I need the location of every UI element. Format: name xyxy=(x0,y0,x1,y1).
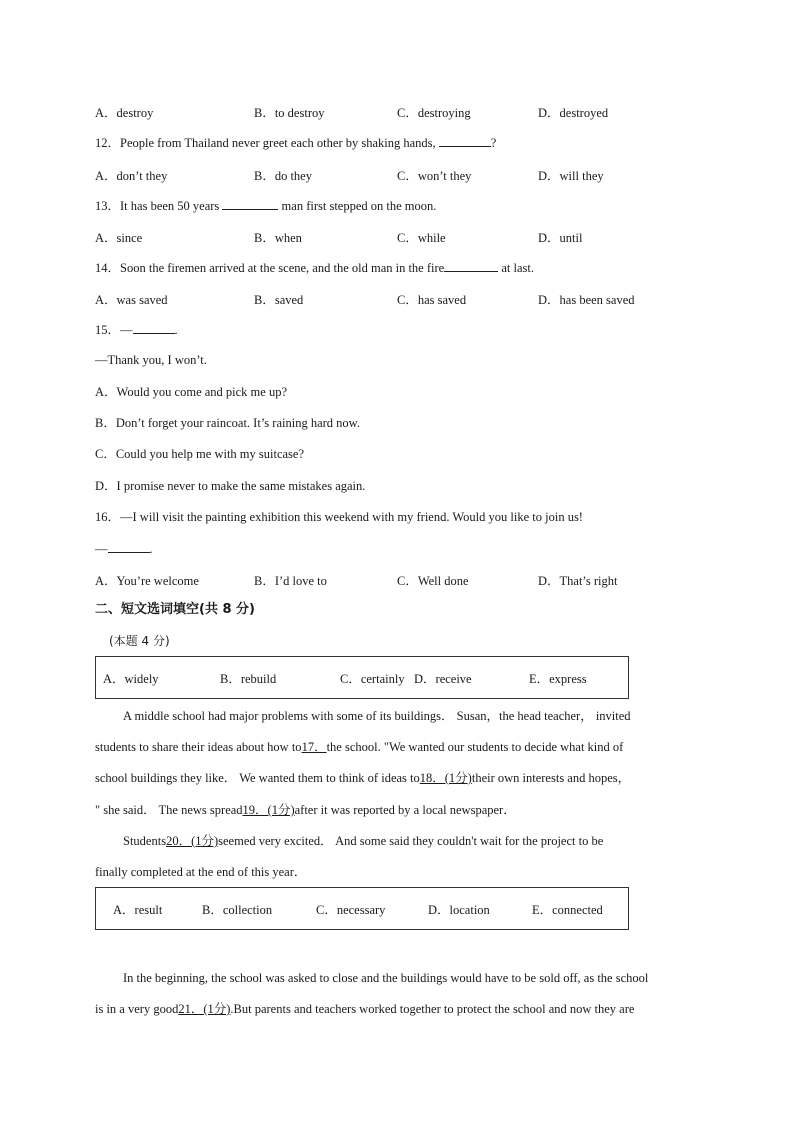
word-box-2-option-d: D．location xyxy=(428,902,490,917)
q14-option-a: A．was saved xyxy=(95,293,168,307)
passage2-text: is in a very good xyxy=(95,1002,179,1016)
blank-17[interactable]: 17． xyxy=(301,740,327,754)
q12-blank xyxy=(439,134,491,147)
passage1-text: Students xyxy=(123,834,167,848)
q15-blank xyxy=(133,321,175,334)
q12-option-a: A．don’t they xyxy=(95,169,168,183)
passage1-text: school buildings they like． We wanted them to think of ideas to xyxy=(95,771,420,785)
q14-option-c: C．has saved xyxy=(397,293,467,307)
word-box-1 xyxy=(95,656,629,699)
q13-option-c: C．while xyxy=(397,231,446,245)
q16-text: —I will visit the painting exhibition this weekend with my friend. Would you like to join us! xyxy=(120,510,583,524)
passage2-text: .But parents and teachers worked together to protect the school and now they are xyxy=(230,1002,635,1016)
q12-option-d: D．will they xyxy=(538,169,604,183)
q15-option-d: D．I promise never to make the same mistakes again. xyxy=(95,479,366,493)
word-box-2-option-e: E．connected xyxy=(532,902,603,917)
q13-option-d: D．until xyxy=(538,231,583,245)
q12-stem xyxy=(95,134,496,151)
passage2-line1: In the beginning, the school was asked to close and the buildings would have to be sold off, as the school xyxy=(123,971,649,985)
q12-end: ? xyxy=(490,136,497,150)
q13-option-a: A．since xyxy=(95,231,143,245)
q12-text: People from Thailand never greet each other by shaking hands, xyxy=(120,136,436,150)
passage1-text: the school. "We wanted our students to decide what kind of xyxy=(326,740,624,754)
passage1-text: seemed very excited． And some said they couldn't wait for the project to be xyxy=(218,834,604,848)
q14-option-b: B．saved xyxy=(254,293,304,307)
passage1-line3 xyxy=(95,770,630,786)
q15-reply: —Thank you, I won’t. xyxy=(95,353,207,367)
blank-18[interactable]: 18．(1分) xyxy=(419,771,472,785)
passage1-text: after it was reported by a local newspaper． xyxy=(294,803,516,817)
word-box-2-option-a: A．result xyxy=(113,902,163,917)
q15-end: . xyxy=(174,323,178,337)
q11-option-c: C．destroying xyxy=(397,106,471,120)
word-box-1-option-c: C．certainly xyxy=(340,671,405,686)
q15-stem xyxy=(95,321,178,338)
q14-number: 14． xyxy=(95,261,121,275)
q16-option-c: C．Well done xyxy=(397,574,469,588)
q16-option-b: B．I’d love to xyxy=(254,574,327,588)
q14-option-d: D．has been saved xyxy=(538,293,635,307)
passage1-line5 xyxy=(123,833,603,849)
word-box-2-option-c: C．necessary xyxy=(316,902,386,917)
q13-option-b: B．when xyxy=(254,231,302,245)
q12-option-c: C．won’t they xyxy=(397,169,472,183)
q16-dash: — xyxy=(95,542,108,556)
passage1-line2 xyxy=(95,739,623,755)
passage1-text: " she said． The news spread xyxy=(95,803,243,817)
q14-text: Soon the firemen arrived at the scene, and the old man in the fire xyxy=(120,261,445,275)
blank-20[interactable]: 20．(1分) xyxy=(166,834,219,848)
q16-reply xyxy=(95,540,153,557)
q16-option-a: A．You’re welcome xyxy=(95,574,199,588)
q16-blank xyxy=(108,540,150,553)
q11-option-a: A．destroy xyxy=(95,106,154,120)
q16-option-d: D．That’s right xyxy=(538,574,618,588)
q16-number: 16． xyxy=(95,510,121,524)
q16-end: . xyxy=(149,542,153,556)
word-box-1-option-a: A．widely xyxy=(103,671,159,686)
passage1-text: their own interests and hopes， xyxy=(471,771,631,785)
q15-number: 15． xyxy=(95,323,121,337)
passage1-text: students to share their ideas about how to xyxy=(95,740,302,754)
word-box-1-option-e: E．express xyxy=(529,671,587,686)
q11-option-b: B．to destroy xyxy=(254,106,325,120)
word-box-1-option-d: D．receive xyxy=(414,671,472,686)
passage1-line1: A middle school had major problems with some of its buildings． Susan，the head teacher， invited xyxy=(123,709,631,723)
passage1-line4 xyxy=(95,802,516,818)
q15-option-b: B．Don’t forget your raincoat. It’s raining hard now. xyxy=(95,416,360,430)
q13-text: It has been 50 years xyxy=(120,199,220,213)
section-title: 二、短文选词填空(共 8 分) xyxy=(95,602,255,617)
q15-option-a: A．Would you come and pick me up? xyxy=(95,385,288,399)
word-box-2 xyxy=(95,887,629,930)
blank-19[interactable]: 19．(1分) xyxy=(242,803,295,817)
passage1-line6: finally completed at the end of this year． xyxy=(95,865,307,879)
q13-blank xyxy=(222,197,278,210)
blank-21[interactable]: 21．(1分) xyxy=(178,1002,231,1016)
q12-option-b: B．do they xyxy=(254,169,312,183)
q16-stem xyxy=(95,509,583,525)
word-box-2-option-b: B．collection xyxy=(202,902,273,917)
q13-stem xyxy=(95,197,436,214)
q11-option-d: D．destroyed xyxy=(538,106,609,120)
q12-number: 12． xyxy=(95,136,121,150)
q14-end: at last. xyxy=(501,261,534,275)
q14-stem xyxy=(95,259,534,276)
passage2-line2 xyxy=(95,1001,634,1017)
section-note: (本题 4 分) xyxy=(109,634,170,648)
q13-end: man first stepped on the moon. xyxy=(281,199,437,213)
q13-number: 13． xyxy=(95,199,121,213)
q14-blank xyxy=(444,259,498,272)
q15-dash: — xyxy=(120,323,133,337)
q15-option-c: C．Could you help me with my suitcase? xyxy=(95,447,305,461)
word-box-1-option-b: B．rebuild xyxy=(220,671,277,686)
